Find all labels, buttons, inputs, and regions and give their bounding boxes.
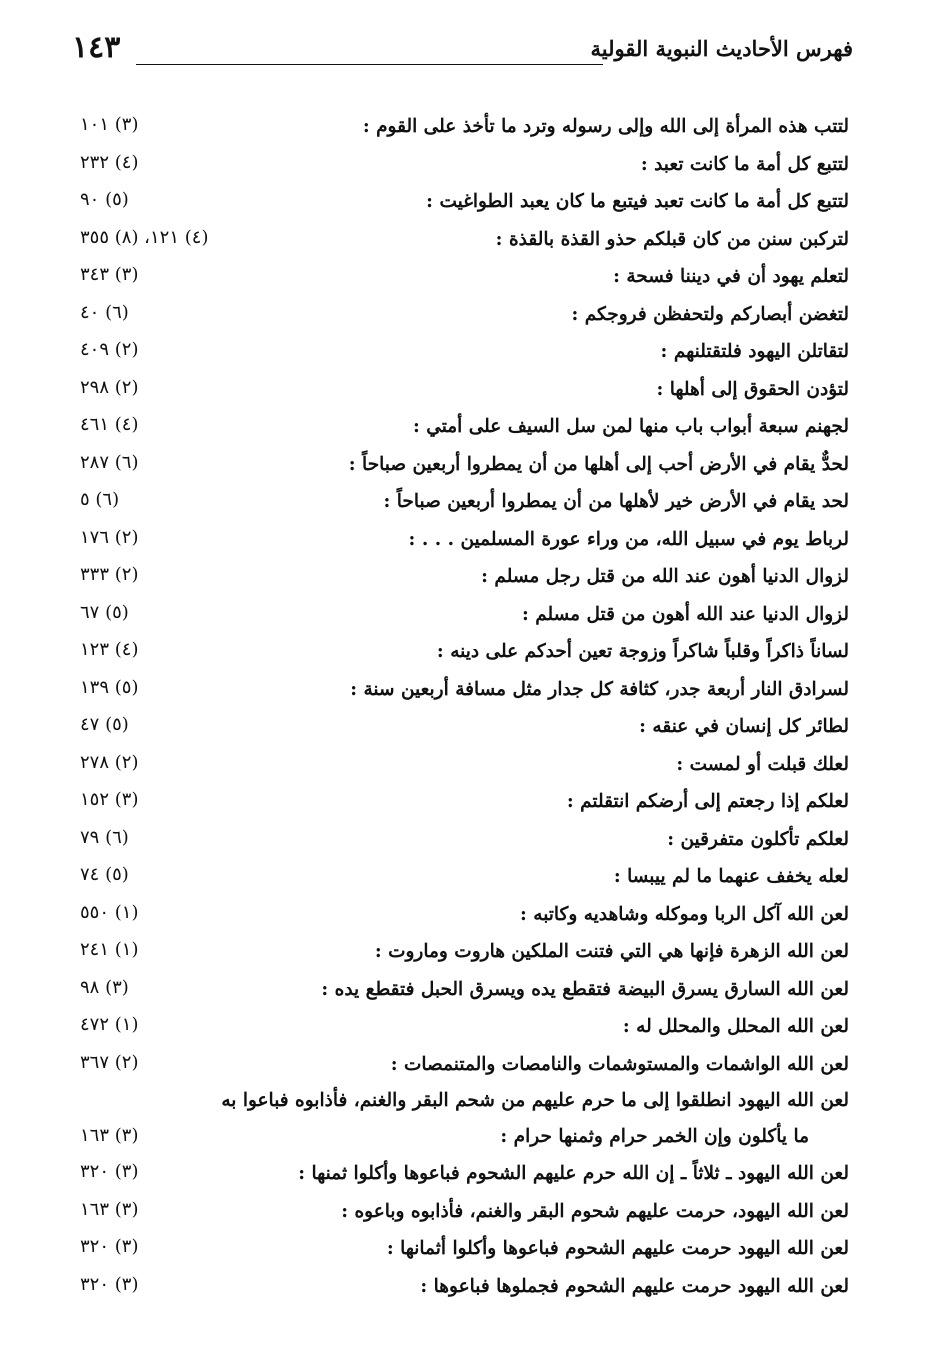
hadith-text <box>89 110 849 144</box>
hadith-text <box>89 373 849 407</box>
index-entry <box>0 521 933 559</box>
hadith-text <box>89 1048 849 1082</box>
hadith-text <box>89 1232 849 1266</box>
hadith-text-line: لعن الله الزهرة فإنها هي التي فتنت الملكين هاروت وماروت : <box>374 941 849 962</box>
hadith-text <box>89 823 849 857</box>
hadith-text-line: لعن الله اليهود حرمت عليهم الشحوم فجملوها فباعوها : <box>420 1275 849 1297</box>
hadith-text <box>89 298 849 332</box>
index-entry <box>0 671 933 709</box>
hadith-text <box>89 1083 849 1155</box>
hadith-text-line: لزوال الدنيا عند الله أهون من قتل مسلم : <box>521 603 849 625</box>
volume-page-reference: (٢) ١٧٦ <box>80 526 139 548</box>
hadith-index-list <box>0 108 933 1305</box>
volume-page-reference: (٣) ٣٢٠ <box>80 1161 139 1182</box>
header-rule <box>136 64 603 65</box>
hadith-text <box>89 748 849 782</box>
hadith-text-line: لتؤدن الحقوق إلى أهلها : <box>656 378 849 400</box>
index-entry <box>0 858 933 896</box>
volume-page-reference: (٣) ٩٨ <box>80 976 129 998</box>
hadith-text <box>89 973 849 1007</box>
hadith-text <box>89 560 849 594</box>
hadith-text <box>89 673 849 707</box>
index-entry <box>0 446 933 484</box>
volume-page-reference: (٤) ٢٣٢ <box>80 151 139 173</box>
hadith-text-line: لطائر كل إنسان في عنقه : <box>639 716 849 737</box>
volume-page-reference: (٣) ٣٢٠ <box>80 1273 139 1295</box>
volume-page-reference: (٣) ١٠١ <box>80 114 139 135</box>
index-entry <box>0 933 933 971</box>
hadith-text-continuation: ما يأكلون وإن الخمر حرام وثمنها حرام : <box>500 1126 809 1147</box>
index-entry <box>0 371 933 409</box>
volume-page-reference: (١) ٢٤١ <box>80 939 139 960</box>
volume-page-reference: (٦) ٢٨٧ <box>80 451 139 473</box>
index-entry <box>0 296 933 334</box>
hadith-text-line: لعن الله السارق يسرق البيضة فتقطع يده ويسرق الحبل فتقطع يده : <box>321 978 849 1000</box>
hadith-text-line: لعن الله آكل الربا وموكله وشاهديه وكاتبه : <box>520 903 849 925</box>
hadith-text-line: لتركبن سنن من كان قبلكم حذو القذة بالقذة : <box>495 228 849 250</box>
index-entry <box>0 746 933 784</box>
index-entry <box>0 1083 933 1155</box>
page-header <box>72 30 853 70</box>
volume-page-reference: (٢) ٣٣٣ <box>80 564 139 585</box>
volume-page-reference: (٤) ١٢٣ <box>80 639 139 660</box>
index-entry <box>0 1268 933 1306</box>
index-entry <box>0 708 933 746</box>
volume-page-reference: (٣) ٣٢٠ <box>80 1236 139 1257</box>
hadith-text-line: لتقاتلن اليهود فلتقتلنهم : <box>660 341 849 362</box>
hadith-text-line: لعلكم تأكلون متفرقين : <box>667 828 849 850</box>
hadith-text-line: لحد يقام في الأرض خير لأهلها من أن يمطروا أربعين صباحاً : <box>383 491 849 512</box>
index-entry <box>0 183 933 221</box>
hadith-text-line: لتتب هذه المرأة إلى الله وإلى رسوله وترد ما تأخذ على القوم : <box>362 116 849 137</box>
volume-page-reference: (٥) ٤٧ <box>80 714 129 735</box>
hadith-text <box>89 185 849 219</box>
volume-page-reference: (١) ٤٧٢ <box>80 1014 139 1035</box>
volume-page-reference: (٣) ١٦٣ <box>80 1125 139 1146</box>
volume-page-reference: (٢) ٣٦٧ <box>80 1051 139 1073</box>
index-entry <box>0 483 933 521</box>
volume-page-reference: (٥) ٧٤ <box>80 864 129 885</box>
hadith-text <box>89 898 849 932</box>
hadith-text <box>89 785 849 819</box>
hadith-text <box>89 448 849 482</box>
hadith-text <box>89 710 849 744</box>
volume-page-reference: (٦) ٤٠ <box>80 301 129 323</box>
index-entry <box>0 146 933 184</box>
hadith-text <box>89 1270 849 1304</box>
index-entry <box>0 896 933 934</box>
index-entry <box>0 258 933 296</box>
volume-page-reference: (٤) ٤٦١ <box>80 414 139 435</box>
index-entry <box>0 1193 933 1231</box>
hadith-text-line: لعلك قبلت أو لمست : <box>676 753 849 775</box>
hadith-text-line: لجهنم سبعة أبواب باب منها لمن سل السيف على أمتي : <box>413 416 849 437</box>
index-entry <box>0 333 933 371</box>
volume-page-reference: (٣) ٣٤٣ <box>80 264 139 285</box>
hadith-text <box>89 1157 849 1191</box>
volume-page-reference: (٣) ١٥٢ <box>80 789 139 810</box>
hadith-text-line: لعن الله اليهود انطلقوا إلى ما حرم عليهم من شحم البقر والغنم، فأذابوه فباعوا به <box>221 1090 849 1111</box>
index-entry <box>0 821 933 859</box>
hadith-text <box>89 523 849 557</box>
hadith-text <box>89 860 849 894</box>
hadith-text <box>89 935 849 969</box>
hadith-text-line: لعن الله اليهود ـ ثلاثاً ـ إن الله حرم عليهم الشحوم فباعوها وأكلوا ثمنها : <box>298 1163 849 1184</box>
hadith-text-line: لعن الله اليهود، حرمت عليهم شحوم البقر والغنم، فأذابوه وباعوه : <box>341 1200 849 1222</box>
hadith-text-line: لتغضن أبصاركم ولتحفظن فروجكم : <box>571 303 849 325</box>
hadith-text <box>89 1195 849 1229</box>
volume-page-reference: (٤) ١٢١، (٨) ٣٥٥ <box>80 226 209 248</box>
hadith-text-line: لتتبع كل أمة ما كانت تعبد : <box>640 153 849 175</box>
index-entry <box>0 1046 933 1084</box>
volume-page-reference: (٢) ٢٩٨ <box>80 376 139 398</box>
index-entry <box>0 1155 933 1193</box>
hadith-text-line: لعن الله اليهود حرمت عليهم الشحوم فباعوها وأكلوا أثمانها : <box>386 1238 849 1259</box>
index-entry <box>0 596 933 634</box>
hadith-text-line: لحدٌّ يقام في الأرض أحب إلى أهلها من أن يمطروا أربعين صباحاً : <box>348 453 849 475</box>
hadith-text-line: لعن الله المحلل والمحلل له : <box>622 1016 849 1037</box>
hadith-text-line: لساناً ذاكراً وقلباً شاكراً وزوجة تعين أحدكم على دينه : <box>436 641 849 662</box>
index-entry <box>0 783 933 821</box>
hadith-text-line: لتعلم يهود أن في ديننا فسحة : <box>613 266 849 287</box>
hadith-text <box>89 148 849 182</box>
index-entry <box>0 221 933 259</box>
volume-page-reference: (٥) ٦٧ <box>80 601 129 623</box>
volume-page-reference: (٦) ٧٩ <box>80 826 129 848</box>
hadith-text-line: لزوال الدنيا أهون عند الله من قتل رجل مسلم : <box>481 566 849 587</box>
hadith-text <box>89 635 849 669</box>
hadith-text-line: لتتبع كل أمة ما كانت تعبد فيتبع ما كان يعبد الطواغيت : <box>426 191 849 212</box>
volume-page-reference: (٥) ٩٠ <box>80 189 129 210</box>
volume-page-reference: (٣) ١٦٣ <box>80 1198 139 1220</box>
hadith-text <box>89 598 849 632</box>
index-entry <box>0 408 933 446</box>
volume-page-reference: (٢) ٢٧٨ <box>80 751 139 773</box>
index-entry <box>0 633 933 671</box>
running-title: فهرس الأحاديث النبوية القولية <box>590 36 853 61</box>
volume-page-reference: (١) ٥٥٠ <box>80 901 139 923</box>
volume-page-reference: (٢) ٤٠٩ <box>80 339 139 360</box>
index-entry <box>0 1008 933 1046</box>
index-entry <box>0 1230 933 1268</box>
hadith-text-line: لرباط يوم في سبيل الله، من وراء عورة المسلمين . . . : <box>408 528 849 550</box>
index-entry <box>0 971 933 1009</box>
hadith-text <box>89 1010 849 1044</box>
hadith-text <box>89 335 849 369</box>
hadith-text <box>89 260 849 294</box>
hadith-text <box>89 410 849 444</box>
hadith-text-line: لعلكم إذا رجعتم إلى أرضكم انتقلتم : <box>566 791 849 812</box>
hadith-text-line: لعله يخفف عنهما ما لم ييبسا : <box>613 866 849 887</box>
volume-page-reference: (٦) ٥ <box>80 489 120 510</box>
page-number: ١٤٣ <box>72 30 121 65</box>
hadith-text-line: لعن الله الواشمات والمستوشمات والنامصات والمتنمصات : <box>390 1053 849 1075</box>
index-entry <box>0 108 933 146</box>
volume-page-reference: (٥) ١٣٩ <box>80 676 139 698</box>
hadith-text <box>89 485 849 519</box>
hadith-text-line: لسرادق النار أربعة جدر، كثافة كل جدار مثل مسافة أربعين سنة : <box>350 678 849 700</box>
index-entry <box>0 558 933 596</box>
